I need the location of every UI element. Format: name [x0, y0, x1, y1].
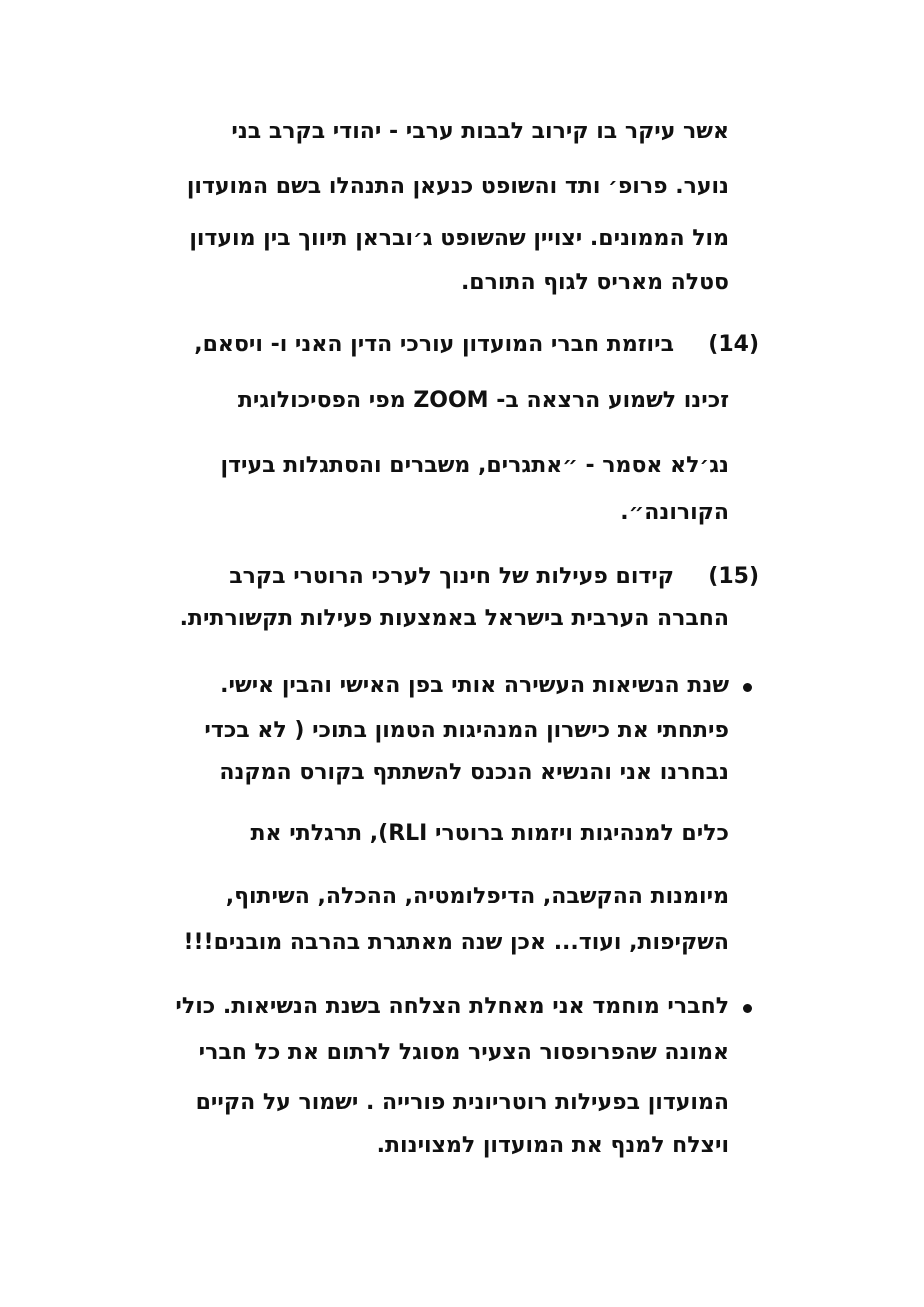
item-14-number: (14) — [708, 332, 759, 357]
intro-line-3: מול הממונים. יצויין שהשופט ג׳ובראן תיווך בין מועדון — [189, 226, 729, 251]
item-15-line-1: קידום פעילות של חינוך לערכי הרוטרי בקרב — [229, 564, 674, 589]
bullet-1-line-6: השקיפות, ועוד... אכן שנה מאתגרת בהרבה מובנים!!! — [183, 930, 729, 955]
bullet-1-marker — [743, 683, 752, 692]
bullet-2-line-1: לחברי מוחמד אני מאחלת הצלחה בשנת הנשיאות. כולי — [175, 994, 729, 1019]
bullet-1-line-5: מיומנות ההקשבה, הדיפלומטיה, ההכלה, השיתוף, — [225, 884, 729, 909]
intro-line-1: אשר עיקר בו קירוב לבבות ערבי - יהודי בקרב בני — [231, 119, 729, 144]
item-14-line-4: הקורונה״. — [620, 500, 729, 525]
bullet-2-marker — [743, 1004, 752, 1013]
bullet-1-line-3: נבחרנו אני והנשיא הנכנס להשתתף בקורס המקנה — [219, 760, 729, 785]
bullet-1-line-4: כלים למנהיגות ויזמות ברוטרי RLI), תרגלתי את — [250, 821, 729, 846]
item-14-line-2: זכינו לשמוע הרצאה ב- ZOOM מפי הפסיכולוגית — [237, 388, 729, 413]
item-14-line-1: ביוזמת חברי המועדון עורכי הדין האני ו- ויסאם, — [194, 332, 674, 357]
bullet-1-line-2: פיתחתי את כישרון המנהיגות הטמון בתוכי ( לא בכדי — [204, 718, 729, 743]
item-15-number: (15) — [708, 564, 759, 589]
intro-line-4: סטלה מאריס לגוף התורם. — [460, 270, 729, 295]
bullet-1-line-1: שנת הנשיאות העשירה אותי בפן האישי והבין אישי. — [220, 673, 729, 698]
bullet-2-line-3: המועדון בפעילות רוטריונית פורייה . ישמור על הקיים — [195, 1090, 729, 1115]
item-14-line-3: נג׳לא אסמר - ״אתגרים, משברים והסתגלות בעידן — [220, 453, 729, 478]
bullet-2-line-4: ויצלח למנף את המועדון למצוינות. — [376, 1133, 729, 1158]
bullet-2-line-2: אמונה שהפרופסור הצעיר מסוגל לרתום את כל חברי — [198, 1040, 729, 1065]
item-15-line-2: החברה הערבית בישראל באמצעות פעילות תקשורתית. — [179, 606, 729, 631]
intro-line-2: נוער. פרופ׳ ותד והשופט כנעאן התנהלו בשם המועדון — [186, 174, 729, 199]
